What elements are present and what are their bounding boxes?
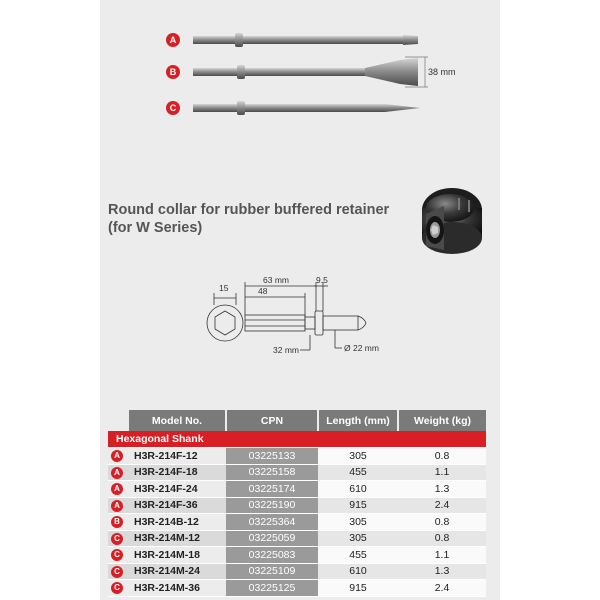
weight-cell: 1.1 xyxy=(398,464,486,481)
row-badge: C xyxy=(111,566,123,578)
dim-48-label: 48 xyxy=(258,286,268,296)
table-header-row xyxy=(108,410,486,431)
row-badge-cell xyxy=(108,481,128,498)
cpn-cell: 03225174 xyxy=(226,481,318,498)
table-row xyxy=(108,547,486,564)
length-cell: 915 xyxy=(318,497,398,514)
weight-cell: 0.8 xyxy=(398,514,486,531)
model-cell: H3R-214F-12 xyxy=(128,448,226,465)
cpn-cell: 03225364 xyxy=(226,514,318,531)
row-badge-cell xyxy=(108,580,128,597)
table-row xyxy=(108,448,486,465)
tool-a-flat-chisel xyxy=(193,33,418,47)
retainer-photo xyxy=(404,180,490,266)
row-badge: A xyxy=(111,483,123,495)
table-row xyxy=(108,530,486,547)
model-cell: H3R-214M-36 xyxy=(128,580,226,597)
cpn-cell: 03225158 xyxy=(226,464,318,481)
cpn-cell: 03225133 xyxy=(226,448,318,465)
length-cell: 455 xyxy=(318,547,398,564)
tool-c-badge: C xyxy=(166,101,180,115)
length-cell: 305 xyxy=(318,514,398,531)
row-badge-cell xyxy=(108,563,128,580)
spec-table xyxy=(108,410,486,597)
row-badge-cell xyxy=(108,448,128,465)
row-badge: A xyxy=(111,450,123,462)
tool-b-wide-chisel xyxy=(193,57,428,87)
table-group-row xyxy=(108,431,486,448)
row-badge: C xyxy=(111,533,123,545)
row-badge-cell xyxy=(108,514,128,531)
row-badge: C xyxy=(111,582,123,594)
row-badge-cell xyxy=(108,497,128,514)
row-badge: A xyxy=(111,467,123,479)
table-row xyxy=(108,497,486,514)
table-row xyxy=(108,563,486,580)
row-badge-cell xyxy=(108,547,128,564)
weight-cell: 0.8 xyxy=(398,530,486,547)
table-row xyxy=(108,481,486,498)
table-row xyxy=(108,464,486,481)
length-cell: 610 xyxy=(318,481,398,498)
cpn-cell: 03225190 xyxy=(226,497,318,514)
table-row xyxy=(108,514,486,531)
row-badge: B xyxy=(111,516,123,528)
section-heading-line2: (for W Series) xyxy=(108,220,203,236)
header-model: Model No. xyxy=(128,410,226,431)
weight-cell: 1.3 xyxy=(398,563,486,580)
section-heading-line1: Round collar for rubber buffered retainer xyxy=(108,202,390,218)
weight-cell: 2.4 xyxy=(398,580,486,597)
tool-b-badge: B xyxy=(166,65,180,79)
model-cell: H3R-214M-12 xyxy=(128,530,226,547)
cpn-cell: 03225059 xyxy=(226,530,318,547)
model-cell: H3R-214M-24 xyxy=(128,563,226,580)
length-cell: 305 xyxy=(318,448,398,465)
weight-cell: 1.3 xyxy=(398,481,486,498)
weight-cell: 2.4 xyxy=(398,497,486,514)
row-badge: C xyxy=(111,549,123,561)
model-cell: H3R-214M-18 xyxy=(128,547,226,564)
tool-a-badge: A xyxy=(166,33,180,47)
section-heading xyxy=(108,201,408,237)
group-label: Hexagonal Shank xyxy=(108,431,486,448)
length-cell: 610 xyxy=(318,563,398,580)
row-badge: A xyxy=(111,500,123,512)
weight-cell: 1.1 xyxy=(398,547,486,564)
model-cell: H3R-214F-24 xyxy=(128,481,226,498)
length-cell: 305 xyxy=(318,530,398,547)
length-cell: 915 xyxy=(318,580,398,597)
table-row xyxy=(108,580,486,597)
row-badge-cell xyxy=(108,530,128,547)
badge-header-cell xyxy=(108,410,128,431)
row-badge-cell xyxy=(108,464,128,481)
cpn-cell: 03225125 xyxy=(226,580,318,597)
dim-15-label: 15 xyxy=(219,283,229,293)
header-weight: Weight (kg) xyxy=(398,410,486,431)
dim-32-label: 32 mm xyxy=(273,345,299,355)
model-cell: H3R-214F-36 xyxy=(128,497,226,514)
dim-22-label: Ø 22 mm xyxy=(344,343,379,353)
tool-c-moil-point xyxy=(193,101,420,115)
cpn-cell: 03225083 xyxy=(226,547,318,564)
header-cpn: CPN xyxy=(226,410,318,431)
dim-9-5-label: 9.5 xyxy=(316,275,328,285)
tool-b-width-label: 38 mm xyxy=(428,67,456,77)
dim-63-label: 63 mm xyxy=(263,275,289,285)
length-cell: 455 xyxy=(318,464,398,481)
weight-cell: 0.8 xyxy=(398,448,486,465)
shank-technical-drawing xyxy=(100,260,500,370)
model-cell: H3R-214B-12 xyxy=(128,514,226,531)
header-length: Length (mm) xyxy=(318,410,398,431)
model-cell: H3R-214F-18 xyxy=(128,464,226,481)
cpn-cell: 03225109 xyxy=(226,563,318,580)
